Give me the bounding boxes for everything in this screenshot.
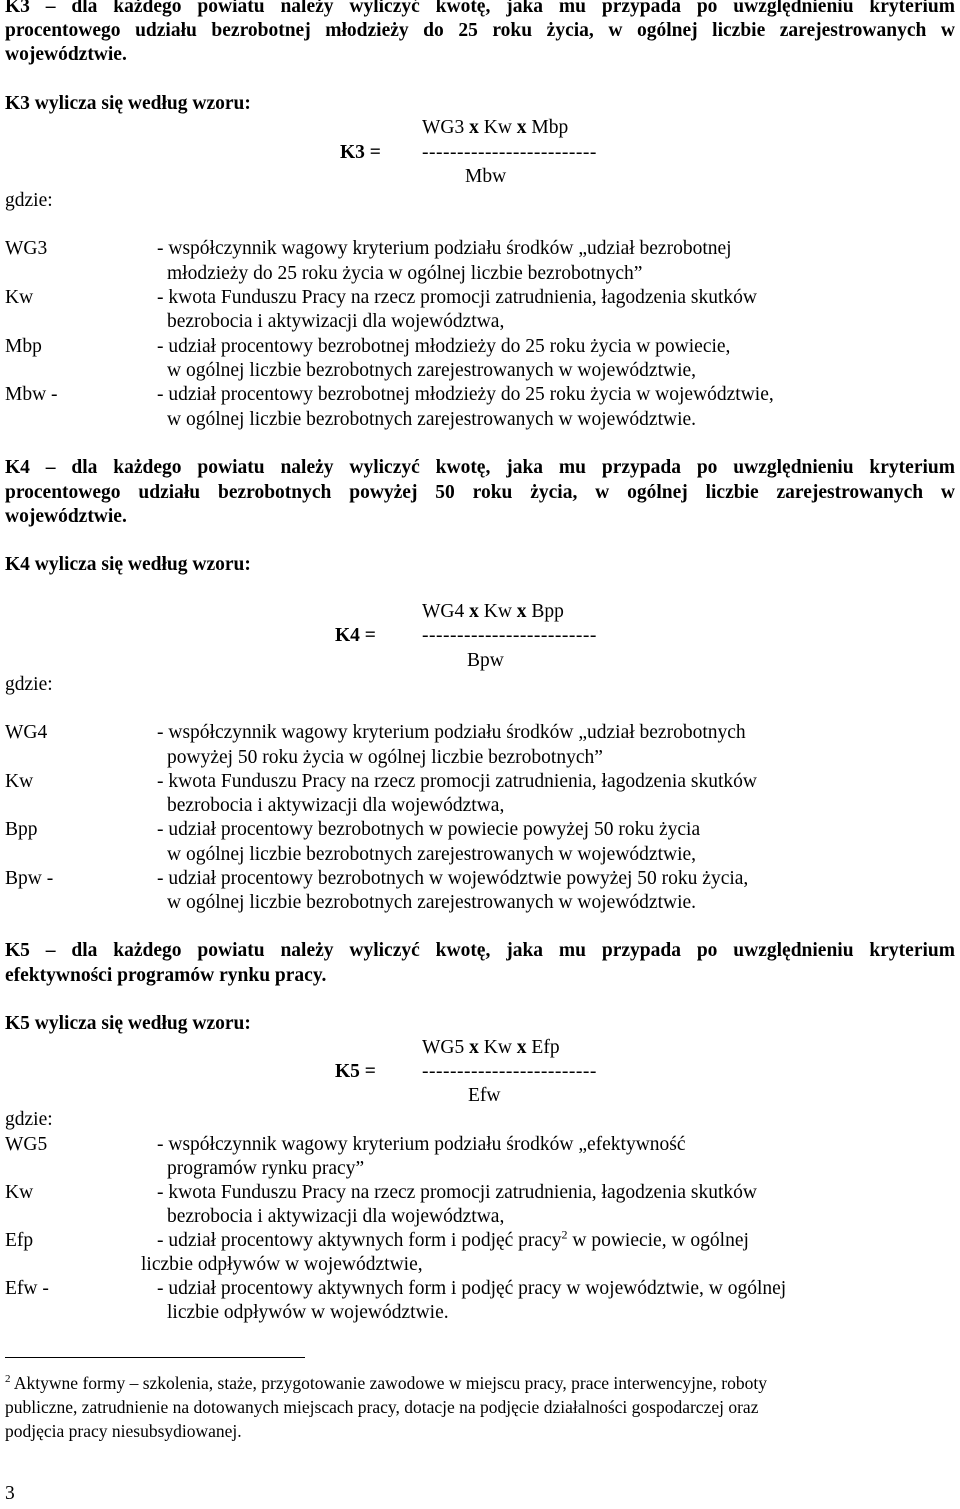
k3-symbol-mbw: Mbw - <box>5 384 58 405</box>
k4-definition-bpp-line-2: w ogólnej liczbie bezrobotnych zarejestrowanych w województwie, <box>167 844 697 865</box>
k5-definition-efw-line-1: - udział procentowy aktywnych form i podjęć pracy w województwie, w ogólnej <box>157 1278 787 1299</box>
k5-formula-fraction-bar: ------------------------- <box>422 1061 597 1082</box>
k3-formula-lhs: K3 = <box>340 142 381 163</box>
k3-intro-line-1: K3 – dla każdego powiatu należy wyliczyć kwotę, jaka mu przypada po uwzględnieniu kryterium <box>5 0 955 17</box>
k3-definition-mbw-line-1: - udział procentowy bezrobotnej młodzieży do 25 roku życia w województwie, <box>157 384 774 405</box>
k3-symbol-wg3: WG3 <box>5 238 48 259</box>
k3-symbol-kw: Kw <box>5 287 34 308</box>
k4-where-label: gdzie: <box>5 674 53 695</box>
k5-symbol-wg5: WG5 <box>5 1134 48 1155</box>
k3-intro-line-2: procentowego udziału bezrobotnej młodzieży do 25 roku życia, w ogólnej liczbie zarejestrowanych w <box>5 20 955 41</box>
footnote-reference-2: 2 <box>561 1227 568 1242</box>
k4-formula-lhs: K4 = <box>335 625 376 646</box>
k5-symbol-efp: Efp <box>5 1230 34 1251</box>
k4-definition-wg4-line-1: - współczynnik wagowy kryterium podziału środków „udział bezrobotnych <box>157 722 746 743</box>
k4-definition-bpp-line-1: - udział procentowy bezrobotnych w powiecie powyżej 50 roku życia <box>157 819 701 840</box>
k4-definition-kw-line-2: bezrobocia i aktywizacji dla województwa, <box>167 795 505 816</box>
k4-definition-wg4-line-2: powyżej 50 roku życia w ogólnej liczbie bezrobotnych” <box>167 747 603 768</box>
k3-formula-numerator: WG3 x Kw x Mbp <box>422 117 569 138</box>
k3-definition-wg3-line-2: młodzieży do 25 roku życia w ogólnej liczbie bezrobotnych” <box>167 263 643 284</box>
k4-symbol-bpw: Bpw - <box>5 868 54 889</box>
k5-definition-kw-line-1: - kwota Funduszu Pracy na rzecz promocji zatrudnienia, łagodzenia skutków <box>157 1182 757 1203</box>
k5-definition-efp-line-1: - udział procentowy aktywnych form i podjęć pracy$^2$ w powiecie, w ogólnej <box>157 1227 749 1251</box>
k4-definition-bpw-line-2: w ogólnej liczbie bezrobotnych zarejestrowanych w województwie. <box>167 892 697 913</box>
k3-definition-mbp-line-1: - udział procentowy bezrobotnej młodzieży do 25 roku życia w powiecie, <box>157 336 731 357</box>
page-number: 3 <box>5 1483 15 1504</box>
k3-definition-kw-line-2: bezrobocia i aktywizacji dla województwa, <box>167 311 505 332</box>
k5-intro-line-1: K5 – dla każdego powiatu należy wyliczyć kwotę, jaka mu przypada po uwzględnieniu kryterium <box>5 940 955 961</box>
k3-definition-kw-line-1: - kwota Funduszu Pracy na rzecz promocji zatrudnienia, łagodzenia skutków <box>157 287 757 308</box>
k5-formula-numerator: WG5 x Kw x Efp <box>422 1037 560 1058</box>
k3-formula-fraction-bar: ------------------------- <box>422 142 597 163</box>
footnote-mark: 2 <box>5 1373 11 1386</box>
k5-symbol-kw: Kw <box>5 1182 34 1203</box>
k3-definition-mbp-line-2: w ogólnej liczbie bezrobotnych zarejestrowanych w województwie, <box>167 360 697 381</box>
k5-formula-heading: K5 wylicza się według wzoru: <box>5 1013 251 1034</box>
k3-definition-wg3-line-1: - współczynnik wagowy kryterium podziału środków „udział bezrobotnej <box>157 238 732 259</box>
k3-formula-heading: K3 wylicza się według wzoru: <box>5 93 251 114</box>
k4-formula-denominator: Bpw <box>467 650 504 671</box>
k5-formula-lhs: K5 = <box>335 1061 376 1082</box>
k3-definition-mbw-line-2: w ogólnej liczbie bezrobotnych zarejestrowanych w województwie. <box>167 409 697 430</box>
k5-where-label: gdzie: <box>5 1109 53 1130</box>
k3-intro-line-3: województwie. <box>5 44 127 65</box>
k5-symbol-efw: Efw - <box>5 1278 49 1299</box>
k4-symbol-bpp: Bpp <box>5 819 38 840</box>
k4-symbol-kw: Kw <box>5 771 34 792</box>
footnote-line-3: podjęcia pracy niesubsydiowanej. <box>5 1421 242 1441</box>
k5-definition-efw-line-2: liczbie odpływów w województwie. <box>167 1302 449 1323</box>
k3-symbol-mbp: Mbp <box>5 336 42 357</box>
footnote-separator <box>5 1357 305 1358</box>
k4-intro-line-2: procentowego udziału bezrobotnych powyżej 50 roku życia, w ogólnej liczbie zarejestrowanych w <box>5 482 955 503</box>
k5-definition-wg5-line-1: - współczynnik wagowy kryterium podziału środków „efektywność <box>157 1134 686 1155</box>
k4-formula-fraction-bar: ------------------------- <box>422 625 597 646</box>
k4-intro-line-3: województwie. <box>5 506 127 527</box>
footnote-line-1: $^2$ Aktywne formy – szkolenia, staże, przygotowanie zawodowe w miejscu pracy, prace interwencyjne, roboty <box>5 1373 767 1393</box>
k4-formula-numerator: WG4 x Kw x Bpp <box>422 601 564 622</box>
k4-definition-bpw-line-1: - udział procentowy bezrobotnych w województwie powyżej 50 roku życia, <box>157 868 749 889</box>
k3-where-label: gdzie: <box>5 190 53 211</box>
k5-definition-efp-line-2: liczbie odpływów w województwie, <box>141 1254 423 1275</box>
k5-formula-denominator: Efw <box>468 1085 501 1106</box>
k5-definition-wg5-line-2: programów rynku pracy” <box>167 1158 365 1179</box>
k5-definition-kw-line-2: bezrobocia i aktywizacji dla województwa, <box>167 1206 505 1227</box>
k4-definition-kw-line-1: - kwota Funduszu Pracy na rzecz promocji zatrudnienia, łagodzenia skutków <box>157 771 757 792</box>
k4-formula-heading: K4 wylicza się według wzoru: <box>5 554 251 575</box>
footnote-line-2: publiczne, zatrudnienie na dotowanych miejscach pracy, dotacje na podjęcie działalności gospodarczej oraz <box>5 1397 759 1417</box>
k3-formula-denominator: Mbw <box>465 166 507 187</box>
k4-intro-line-1: K4 – dla każdego powiatu należy wyliczyć kwotę, jaka mu przypada po uwzględnieniu kryterium <box>5 457 955 478</box>
k4-symbol-wg4: WG4 <box>5 722 48 743</box>
k5-intro-line-2: efektywności programów rynku pracy. <box>5 965 327 986</box>
